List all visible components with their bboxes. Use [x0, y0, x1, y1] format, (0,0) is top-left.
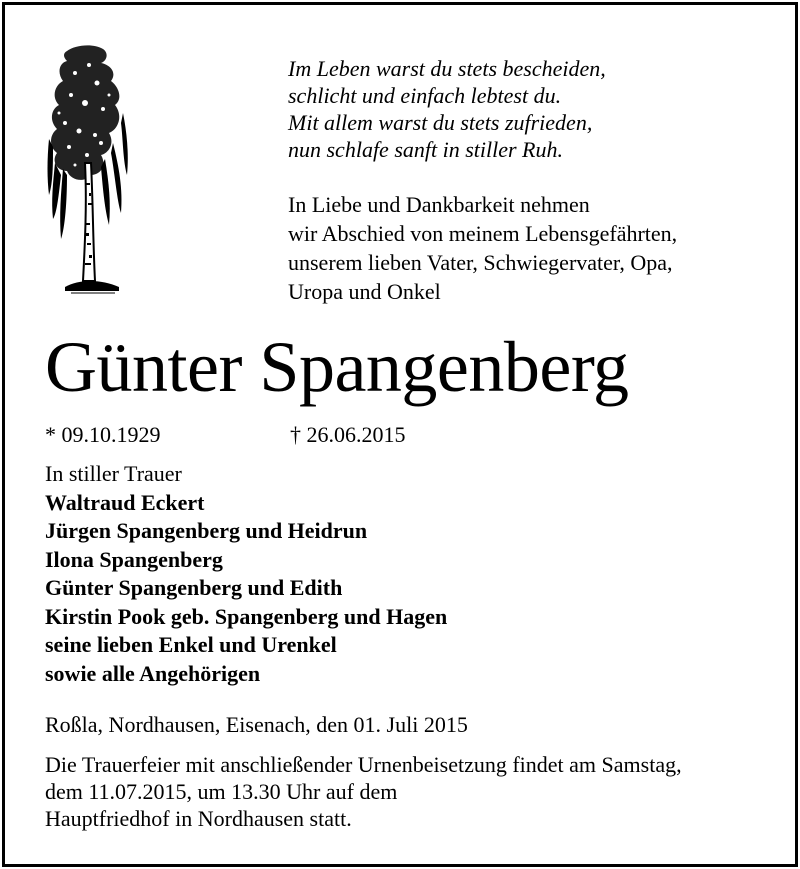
birch-tree-icon — [45, 43, 131, 305]
poem-line: nun schlafe sanft in stiller Ruh. — [288, 137, 563, 162]
death-date: † 26.06.2015 — [290, 422, 406, 447]
intro-line: Uropa und Onkel — [288, 279, 441, 304]
intro-text — [288, 190, 677, 306]
mourner-name: Günter Spangenberg und Edith — [45, 575, 343, 600]
place-and-date: Roßla, Nordhausen, Eisenach, den 01. Juli 2015 — [45, 712, 468, 737]
mourner-name: Waltraud Eckert — [45, 489, 205, 515]
funeral-line: Hauptfriedhof in Nordhausen statt. — [45, 806, 352, 831]
mourner-name: Ilona Spangenberg — [45, 546, 223, 572]
intro-line: unserem lieben Vater, Schwiegervater, Opa, — [288, 250, 673, 275]
mourner-name: Jürgen Spangenberg und Heidrun — [45, 518, 368, 543]
funeral-line: Die Trauerfeier mit anschließender Urnenbeisetzung findet am Samstag, — [45, 752, 682, 777]
mourner-name: sowie alle Angehörigen — [45, 660, 261, 686]
poem — [288, 55, 606, 163]
mourners-list — [45, 460, 447, 688]
mourner-name: seine lieben Enkel und Urenkel — [45, 632, 337, 657]
funeral-info — [45, 751, 682, 832]
poem-line: Im Leben warst du stets bescheiden, — [288, 56, 606, 81]
mourning-intro: In stiller Trauer — [45, 461, 182, 486]
deceased-name: Günter Spangenberg — [45, 327, 629, 407]
funeral-line: dem 11.07.2015, um 13.30 Uhr auf dem — [45, 779, 398, 804]
poem-line: schlicht und einfach lebtest du. — [288, 83, 562, 108]
obituary-notice — [2, 2, 798, 867]
intro-line: wir Abschied von meinem Lebensgefährten, — [288, 221, 678, 246]
poem-line: Mit allem warst du stets zufrieden, — [288, 110, 593, 135]
birth-date: * 09.10.1929 — [45, 422, 161, 447]
mourner-name: Kirstin Pook geb. Spangenberg und Hagen — [45, 603, 448, 629]
intro-line: In Liebe und Dankbarkeit nehmen — [288, 192, 590, 217]
